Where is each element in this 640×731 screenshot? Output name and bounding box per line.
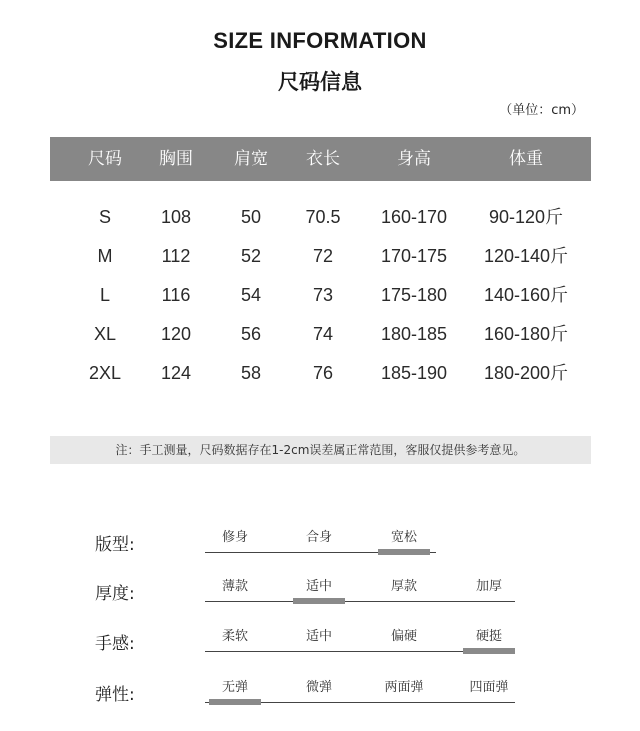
scale-line xyxy=(205,601,515,602)
feature-hand-feel xyxy=(0,625,640,665)
cell-shoulder: 50 xyxy=(240,207,262,227)
cell-shoulder: 54 xyxy=(240,285,262,305)
option-firm: 偏硬 xyxy=(390,629,418,644)
header-length: 衣长 xyxy=(306,149,340,169)
cell-shoulder: 56 xyxy=(240,324,262,344)
option-stiff: 硬挺 xyxy=(475,629,503,644)
selected-marker xyxy=(293,598,345,604)
cell-shoulder: 58 xyxy=(240,363,262,383)
selected-marker xyxy=(378,549,430,555)
cell-length: 74 xyxy=(312,324,334,344)
cell-height: 185-190 xyxy=(380,363,448,383)
feature-elasticity xyxy=(0,676,640,716)
measurement-note xyxy=(50,436,591,464)
header-height: 身高 xyxy=(397,149,431,169)
cell-chest: 112 xyxy=(161,246,191,266)
cell-height: 180-185 xyxy=(380,324,448,344)
cell-length: 76 xyxy=(312,363,334,383)
cell-length: 73 xyxy=(312,285,334,305)
table-row xyxy=(0,244,640,268)
option-slight-stretch: 微弹 xyxy=(305,680,333,695)
option-regular: 合身 xyxy=(305,530,333,545)
option-soft: 柔软 xyxy=(221,629,249,644)
option-extra-thick: 加厚 xyxy=(475,579,503,594)
cell-height: 175-180 xyxy=(380,285,448,305)
size-table-header xyxy=(50,137,591,181)
table-row xyxy=(0,283,640,307)
feature-thickness xyxy=(0,575,640,615)
cell-weight: 160-180斤 xyxy=(483,324,569,344)
header-chest: 胸围 xyxy=(159,149,193,169)
title-english: SIZE INFORMATION xyxy=(213,28,427,53)
option-thin: 薄款 xyxy=(221,579,249,594)
cell-chest: 124 xyxy=(160,363,192,383)
feature-thickness-label: 厚度: xyxy=(95,584,135,604)
cell-weight: 90-120斤 xyxy=(488,207,564,227)
option-loose: 宽松 xyxy=(390,530,418,545)
cell-size: 2XL xyxy=(88,363,122,383)
cell-weight: 180-200斤 xyxy=(483,363,569,383)
cell-weight: 140-160斤 xyxy=(483,285,569,305)
option-four-way-stretch: 四面弹 xyxy=(469,680,509,695)
cell-chest: 108 xyxy=(160,207,192,227)
option-slim: 修身 xyxy=(221,530,249,545)
cell-size: M xyxy=(97,246,113,266)
cell-chest: 116 xyxy=(161,285,191,305)
header-weight: 体重 xyxy=(509,149,543,169)
cell-height: 170-175 xyxy=(380,246,448,266)
option-no-stretch: 无弹 xyxy=(221,680,249,695)
option-moderate: 适中 xyxy=(305,629,333,644)
cell-length: 72 xyxy=(312,246,334,266)
feature-fit-label: 版型: xyxy=(95,535,135,555)
option-thick: 厚款 xyxy=(390,579,418,594)
table-row xyxy=(0,205,640,229)
header-shoulder: 肩宽 xyxy=(234,149,268,169)
table-row xyxy=(0,361,640,385)
table-row xyxy=(0,322,640,346)
feature-elasticity-label: 弹性: xyxy=(95,685,135,705)
cell-size: S xyxy=(98,207,112,227)
cell-size: L xyxy=(99,285,111,305)
title-chinese: 尺码信息 xyxy=(278,70,362,94)
feature-hand-feel-label: 手感: xyxy=(95,634,135,654)
selected-marker xyxy=(209,699,261,705)
option-two-way-stretch: 两面弹 xyxy=(384,680,424,695)
measurement-note-text: 注：手工测量，尺码数据存在1-2cm误差属正常范围，客服仅提供参考意见。 xyxy=(115,443,526,457)
cell-size: XL xyxy=(93,324,117,344)
selected-marker xyxy=(463,648,515,654)
unit-note: （单位：cm） xyxy=(499,103,584,118)
cell-height: 160-170 xyxy=(380,207,448,227)
feature-fit xyxy=(0,526,640,566)
header-size: 尺码 xyxy=(88,149,122,169)
cell-weight: 120-140斤 xyxy=(483,246,569,266)
cell-shoulder: 52 xyxy=(240,246,262,266)
cell-chest: 120 xyxy=(160,324,192,344)
option-medium: 适中 xyxy=(305,579,333,594)
cell-length: 70.5 xyxy=(305,207,341,227)
